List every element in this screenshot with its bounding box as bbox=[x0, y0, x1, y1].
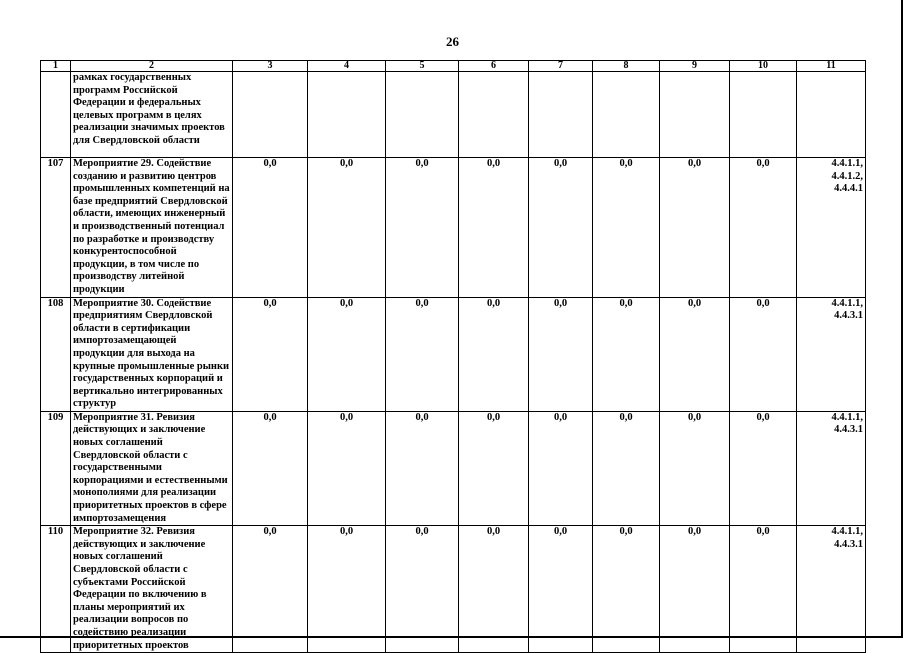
value-cell-col-7: 0,0 bbox=[529, 411, 593, 525]
reference-code: 4.4.1.1, bbox=[831, 297, 863, 309]
row-description: Мероприятие 31. Ревизия действующих и заключение новых соглашений Свердловской области с государственными корпорациями и естественными монополиями для реализации приоритетных проектов в сфере импортозамещения bbox=[71, 411, 233, 525]
value-cell-col-4: 0,0 bbox=[308, 158, 386, 298]
reference-code: 4.4.1.1, bbox=[831, 158, 863, 169]
reference-code: 4.4.4.1 bbox=[834, 183, 863, 195]
row-description: Мероприятие 29. Содействие созданию и развитию центров промышленных компетенций на базе предприятий Свердловской области, имеющих инженерный и производственный потенциал по разработке и производству конкурентоспособной продукции, в том числе по производству литейной продукции bbox=[71, 158, 233, 298]
value-cell-col-6: 0,0 bbox=[459, 297, 529, 411]
reference-cell bbox=[797, 158, 866, 298]
value-cell-col-3: 0,0 bbox=[233, 411, 308, 525]
value-cell-col-3: 0,0 bbox=[233, 158, 308, 298]
column-header-4: 4 bbox=[308, 61, 386, 72]
value-cell-col-8: 0,0 bbox=[593, 158, 660, 298]
row-number: 108 bbox=[41, 297, 71, 411]
table-row bbox=[41, 411, 866, 525]
value-cell-col-3: 0,0 bbox=[233, 526, 308, 653]
value-cell-col-10: 0,0 bbox=[730, 158, 797, 298]
value-cell-col-5: 0,0 bbox=[386, 158, 459, 298]
data-table bbox=[40, 60, 866, 653]
reference-cell bbox=[797, 526, 866, 653]
reference-cell bbox=[797, 297, 866, 411]
value-cell-col-7: 0,0 bbox=[529, 297, 593, 411]
value-cell-col-9: 0,0 bbox=[660, 158, 730, 298]
reference-code: 4.4.3.1 bbox=[834, 538, 863, 550]
row-description: рамках государственных программ Российской Федерации и федеральных целевых программ в целях реализации значимых проектов для Свердловской области bbox=[71, 72, 233, 158]
table-row bbox=[41, 158, 866, 298]
row-number: 107 bbox=[41, 158, 71, 298]
table-row bbox=[41, 526, 866, 653]
column-header-10: 10 bbox=[730, 61, 797, 72]
value-cell-col-4: 0,0 bbox=[308, 411, 386, 525]
column-header-1: 1 bbox=[41, 61, 71, 72]
reference-code: 4.4.3.1 bbox=[834, 424, 863, 436]
table-row bbox=[41, 297, 866, 411]
value-cell-col-7: 0,0 bbox=[529, 158, 593, 298]
column-header-7: 7 bbox=[529, 61, 593, 72]
value-cell-col-10: 0,0 bbox=[730, 297, 797, 411]
reference-code: 4.4.3.1 bbox=[834, 310, 863, 322]
column-header-6: 6 bbox=[459, 61, 529, 72]
page-number: 26 bbox=[446, 34, 459, 49]
value-cell-col-9: 0,0 bbox=[660, 297, 730, 411]
value-cell-col-7: 0,0 bbox=[529, 526, 593, 653]
reference-cell bbox=[797, 411, 866, 525]
value-cell-col-5: 0,0 bbox=[386, 526, 459, 653]
value-cell-col-9: 0,0 bbox=[660, 411, 730, 525]
row-number bbox=[41, 72, 71, 158]
column-header-2: 2 bbox=[71, 61, 233, 72]
column-header-5: 5 bbox=[386, 61, 459, 72]
value-cell-col-3: 0,0 bbox=[233, 297, 308, 411]
table-row-continuation bbox=[41, 72, 866, 158]
value-cell-col-9: 0,0 bbox=[660, 526, 730, 653]
value-cell-col-4: 0,0 bbox=[308, 526, 386, 653]
row-number: 109 bbox=[41, 411, 71, 525]
value-cell-col-6: 0,0 bbox=[459, 158, 529, 298]
reference-code: 4.4.1.1, bbox=[831, 526, 863, 538]
value-cell-col-8: 0,0 bbox=[593, 297, 660, 411]
column-header-3: 3 bbox=[233, 61, 308, 72]
value-cell-col-10: 0,0 bbox=[730, 411, 797, 525]
reference-code: 4.4.1.1, bbox=[831, 411, 863, 423]
header-row bbox=[41, 61, 866, 72]
column-header-11: 11 bbox=[797, 61, 866, 72]
column-header-9: 9 bbox=[660, 61, 730, 72]
row-description: Мероприятие 32. Ревизия действующих и заключение новых соглашений Свердловской области с субъектами Российской Федерации по включению в планы мероприятий их реализации вопросов по содействию реализации приоритетных проектов bbox=[71, 526, 233, 653]
value-cell-col-10: 0,0 bbox=[730, 526, 797, 653]
value-cell-col-5: 0,0 bbox=[386, 297, 459, 411]
value-cell-col-8: 0,0 bbox=[593, 411, 660, 525]
value-cell-col-6: 0,0 bbox=[459, 526, 529, 653]
value-cell-col-8: 0,0 bbox=[593, 526, 660, 653]
row-number: 110 bbox=[41, 526, 71, 653]
value-cell-col-5: 0,0 bbox=[386, 411, 459, 525]
value-cell-col-4: 0,0 bbox=[308, 297, 386, 411]
value-cell-col-6: 0,0 bbox=[459, 411, 529, 525]
column-header-8: 8 bbox=[593, 61, 660, 72]
reference-code: 4.4.1.2, bbox=[831, 170, 863, 182]
row-description: Мероприятие 30. Содействие предприятиям Свердловской области в сертификации импортозамещающей продукции для выхода на крупные промышленные рынки государственных корпораций и вертикально интегрированных структур bbox=[71, 297, 233, 411]
